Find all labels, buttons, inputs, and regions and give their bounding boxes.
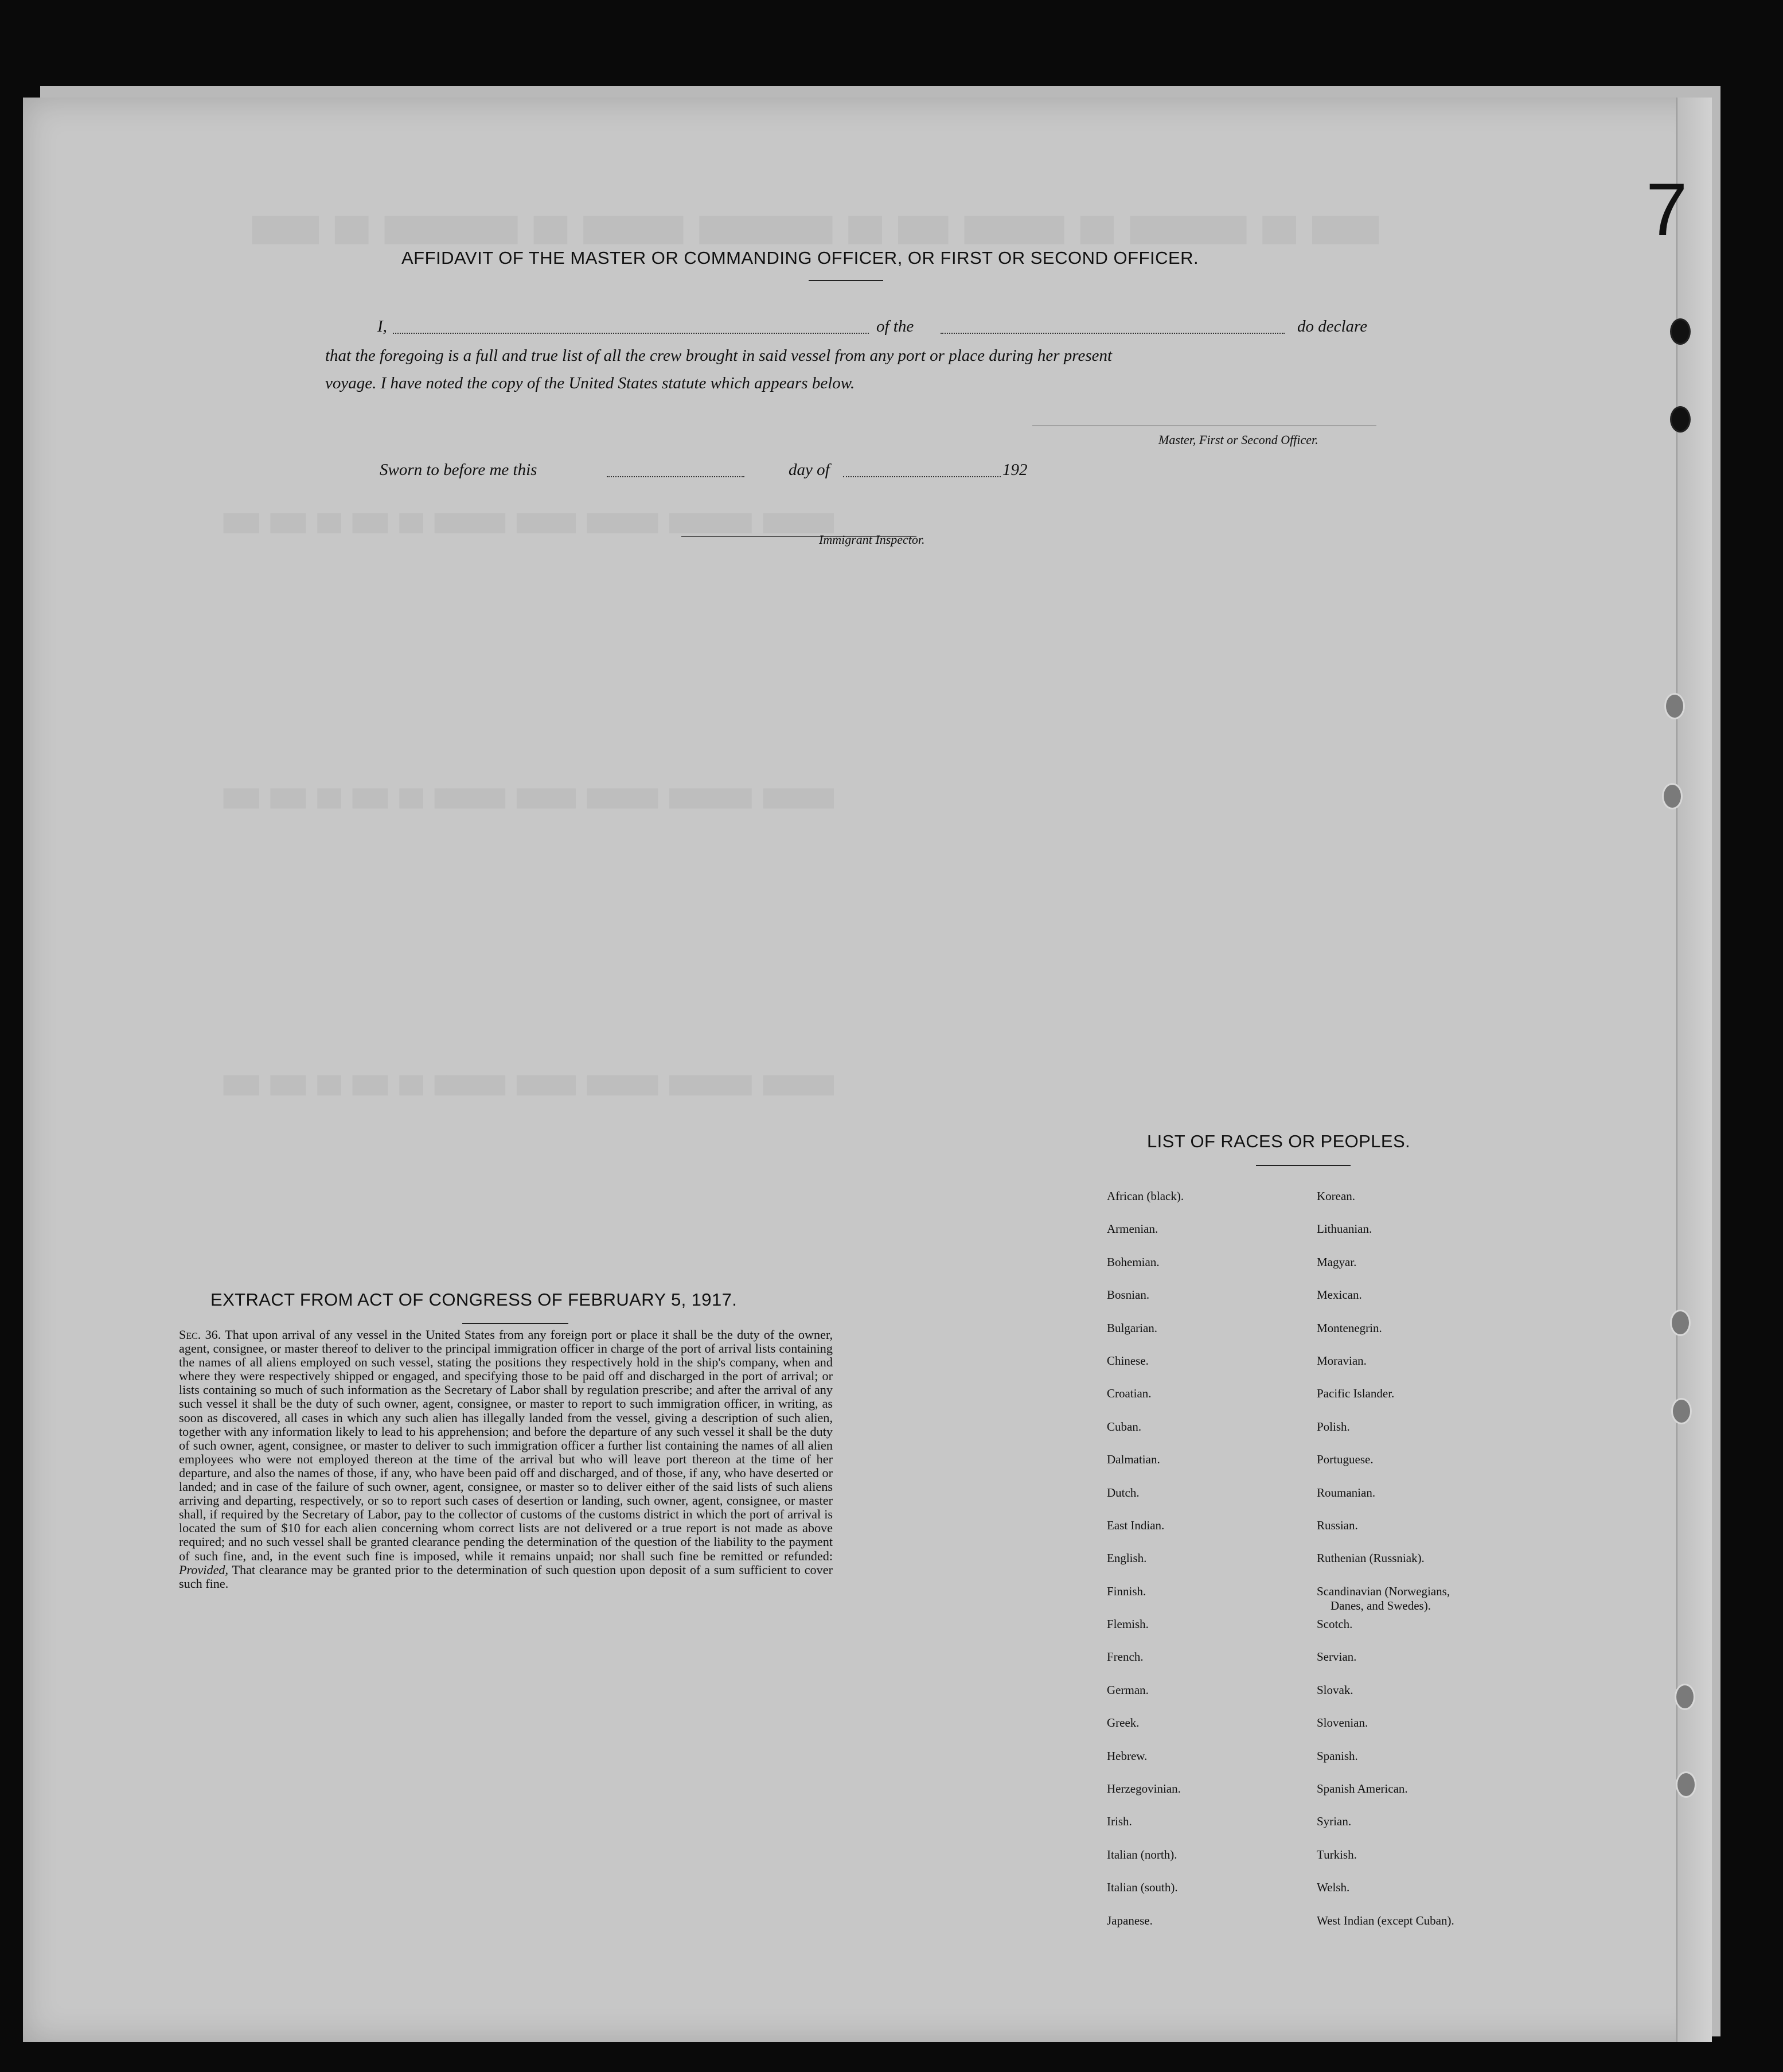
race-item: German. xyxy=(1107,1682,1149,1697)
race-item: Mexican. xyxy=(1317,1288,1362,1302)
race-item: Dutch. xyxy=(1107,1485,1140,1500)
race-item: Dalmatian. xyxy=(1107,1452,1160,1467)
races-column-2 xyxy=(1317,1189,1454,1946)
race-item: Italian (north). xyxy=(1107,1847,1177,1861)
affidavit-title: AFFIDAVIT OF THE MASTER OR COMMANDING OFFICER, OR FIRST OR SECOND OFFICER. xyxy=(401,248,1199,268)
race-item-scandinavian-line1: Scandinavian (Norwegians, xyxy=(1317,1584,1450,1598)
affidavit-of-the: of the xyxy=(876,317,914,336)
races-column-1 xyxy=(1107,1189,1184,1946)
race-item: Irish. xyxy=(1107,1814,1132,1829)
race-item: Servian. xyxy=(1317,1650,1357,1664)
affidavit-i: I, xyxy=(377,317,387,336)
section-label: Sec. 36. xyxy=(179,1327,221,1342)
month-blank xyxy=(843,476,1001,477)
race-item: Japanese. xyxy=(1107,1913,1153,1927)
affidavit-line3: voyage. I have noted the copy of the United States statute which appears below. xyxy=(325,374,855,392)
race-item: Croatian. xyxy=(1107,1386,1152,1401)
races-underline xyxy=(1256,1165,1351,1166)
extract-title: EXTRACT FROM ACT OF CONGRESS OF FEBRUARY 5, 1917. xyxy=(210,1290,738,1310)
race-item: Scotch. xyxy=(1317,1617,1353,1631)
race-item: Russian. xyxy=(1317,1518,1358,1532)
race-item: Slovenian. xyxy=(1317,1716,1368,1730)
race-item: Welsh. xyxy=(1317,1880,1350,1895)
race-item: Roumanian. xyxy=(1317,1485,1376,1500)
stacked-page-edges xyxy=(1676,98,1712,2042)
race-item: Bulgarian. xyxy=(1107,1321,1158,1335)
race-item: Lithuanian. xyxy=(1317,1222,1372,1236)
race-item: Greek. xyxy=(1107,1716,1140,1730)
race-item: Armenian. xyxy=(1107,1222,1158,1236)
punch-hole xyxy=(1671,1398,1692,1424)
race-item: Chinese. xyxy=(1107,1353,1149,1368)
race-item: Spanish. xyxy=(1317,1748,1358,1763)
affidavit-line2: that the foregoing is a full and true list of all the crew brought in said vessel from any port or place during her present xyxy=(325,346,1113,365)
race-item: Korean. xyxy=(1317,1189,1356,1203)
inspector-caption: Immigrant Inspector. xyxy=(819,532,925,547)
punch-hole xyxy=(1664,693,1685,719)
statute-proviso: That clearance may be granted prior to the determination of such question upon deposit of a sum sufficient to cover such fine. xyxy=(179,1562,833,1591)
bleed-through-row: ▇▇▇ ▇▇▇ ▇▇ ▇▇▇ ▇▇ ▇▇▇▇▇▇ ▇▇▇▇▇ ▇▇▇▇▇▇ ▇▇▇▇▇▇▇ ▇▇▇▇▇▇ xyxy=(224,513,834,535)
day-of-text: day of xyxy=(789,461,830,479)
race-item: Italian (south). xyxy=(1107,1880,1178,1895)
extract-underline xyxy=(462,1323,568,1324)
day-blank xyxy=(607,476,744,477)
races-title: LIST OF RACES OR PEOPLES. xyxy=(1147,1131,1411,1151)
bleed-through-heading: ▇▇▇▇ ▇▇ ▇▇▇▇▇▇▇▇ ▇▇ ▇▇▇▇▇▇ ▇▇▇▇▇▇▇▇ ▇▇ ▇▇▇ ▇▇▇▇▇▇ ▇▇ ▇▇▇▇▇▇▇ ▇▇ ▇▇▇▇ xyxy=(252,215,1379,246)
punch-hole xyxy=(1670,406,1691,433)
statute-text xyxy=(179,1328,833,1591)
bleed-through-row: ▇▇▇ ▇▇▇ ▇▇ ▇▇▇ ▇▇ ▇▇▇▇▇▇ ▇▇▇▇▇ ▇▇▇▇▇▇ ▇▇▇▇▇▇▇ ▇▇▇▇▇▇ xyxy=(224,788,834,810)
race-item: African (black). xyxy=(1107,1189,1184,1203)
race-item: Spanish American. xyxy=(1317,1782,1408,1796)
race-item: Portuguese. xyxy=(1317,1452,1374,1467)
punch-hole xyxy=(1675,1684,1695,1710)
punch-hole xyxy=(1670,318,1691,345)
race-item: Herzegovinian. xyxy=(1107,1782,1181,1796)
page-number: 7 xyxy=(1646,168,1688,251)
sworn-text: Sworn to before me this xyxy=(380,461,537,479)
statute-body: That upon arrival of any vessel in the United States from any foreign port or place it shall be the duty of the owner, agent, consignee, or master thereof to deliver to the principal immigration officer in charge of the port of arrival lists containing the names of all aliens employed on such vessel, stating the positions they respectively hold in the ship's company, when and where they were respectively shipped or engaged, and specifying those to be paid off and discharged in the port of arrival; or lists containing so much of such information as the Secretary of Labor shall by regulation prescribe; and after the arrival of any such vessel it shall be the duty of such owner, agent, consignee, or master to report to such immigration officer, in writing, as soon as discovered, all cases in which any such alien has illegally landed from the vessel, giving a description of such alien, together with any information likely to lead to his apprehension; and before the departure of any such vessel it shall be the duty of such owner, agent, consignee, or master to deliver to such immigration officer a further list containing the names of all alien employees who were not employed thereon at the time of the arrival but who will leave port thereon at the time of her departure, and also the names of those, if any, who have been paid off and discharged, and of those, if any, who have deserted or landed; and in case of the failure of such owner, agent, consignee, or master so to deliver either of the said lists of such aliens arriving and departing, respectively, or so to report such cases of desertion or landing, such owner, agent, consignee, or master shall, if required by the Secretary of Labor, pay to the collector of customs of the customs district in which the port of arrival is located the sum of $10 for each alien concerning whom correct lists are not delivered or a true report is not made as above required; and no such vessel shall be granted clearance pending the determination of the question of the liability to the payment of such fine, and, in the event such fine is imposed, while it remains unpaid; nor shall such fine be remitted or refunded: xyxy=(179,1327,833,1563)
race-item: Ruthenian (Russniak). xyxy=(1317,1551,1425,1565)
affidavit-do-declare: do declare xyxy=(1297,317,1368,336)
vessel-blank xyxy=(941,333,1285,334)
punch-hole xyxy=(1662,783,1683,809)
race-item: Magyar. xyxy=(1317,1255,1357,1269)
name-blank xyxy=(393,333,869,334)
year-prefix: 192 xyxy=(1002,461,1028,479)
race-item: Bosnian. xyxy=(1107,1288,1150,1302)
punch-hole xyxy=(1670,1310,1691,1336)
race-item: Syrian. xyxy=(1317,1814,1352,1829)
provided-label: Provided, xyxy=(179,1562,229,1577)
race-item: Finnish. xyxy=(1107,1584,1146,1598)
race-item: West Indian (except Cuban). xyxy=(1317,1913,1454,1927)
signature-caption: Master, First or Second Officer. xyxy=(1158,433,1318,447)
race-item: Montenegrin. xyxy=(1317,1321,1382,1335)
race-item: East Indian. xyxy=(1107,1518,1165,1532)
punch-hole xyxy=(1676,1771,1696,1798)
race-item: Turkish. xyxy=(1317,1847,1357,1861)
race-item: Pacific Islander. xyxy=(1317,1386,1395,1401)
race-item: Slovak. xyxy=(1317,1682,1353,1697)
bleed-through-row: ▇▇▇ ▇▇▇ ▇▇ ▇▇▇ ▇▇ ▇▇▇▇▇▇ ▇▇▇▇▇ ▇▇▇▇▇▇ ▇▇▇▇▇▇▇ ▇▇▇▇▇▇ xyxy=(224,1075,834,1097)
race-item-scandinavian-line2: Danes, and Swedes). xyxy=(1331,1598,1431,1613)
manifest-page xyxy=(23,98,1712,2042)
race-item: Polish. xyxy=(1317,1419,1350,1434)
title-underline xyxy=(809,280,883,281)
race-item: Moravian. xyxy=(1317,1353,1367,1368)
race-item: English. xyxy=(1107,1551,1147,1565)
race-item: Cuban. xyxy=(1107,1419,1142,1434)
race-item: Bohemian. xyxy=(1107,1255,1160,1269)
race-item-scandinavian xyxy=(1317,1584,1454,1617)
race-item: Hebrew. xyxy=(1107,1748,1148,1763)
race-item: Flemish. xyxy=(1107,1617,1149,1631)
race-item: French. xyxy=(1107,1650,1144,1664)
